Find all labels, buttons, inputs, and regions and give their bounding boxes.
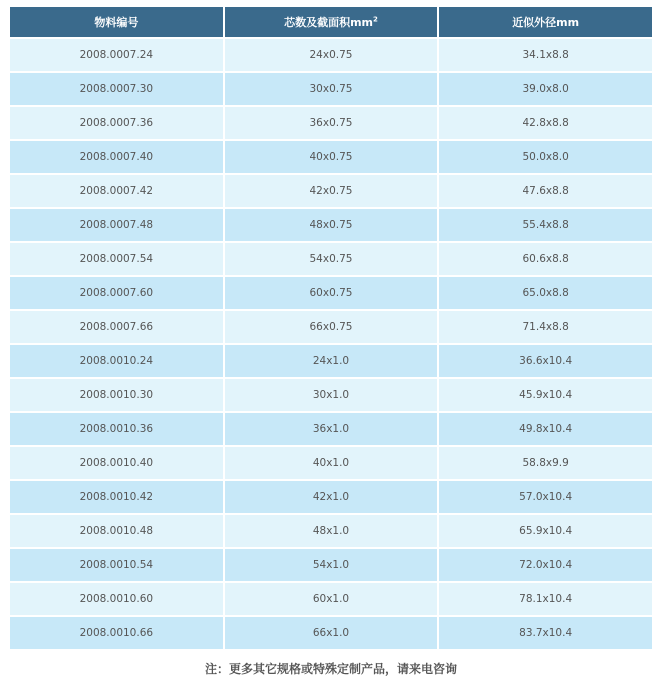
cell-outer-diameter: 60.6x8.8 xyxy=(439,243,652,275)
cell-cores-cross-section: 42x1.0 xyxy=(225,481,438,513)
cell-cores-cross-section: 60x1.0 xyxy=(225,583,438,615)
cell-material-code: 2008.0010.48 xyxy=(10,515,223,547)
cell-outer-diameter: 78.1x10.4 xyxy=(439,583,652,615)
cell-outer-diameter: 45.9x10.4 xyxy=(439,379,652,411)
cell-outer-diameter: 55.4x8.8 xyxy=(439,209,652,241)
cell-material-code: 2008.0007.54 xyxy=(10,243,223,275)
cell-material-code: 2008.0007.40 xyxy=(10,141,223,173)
cell-outer-diameter: 71.4x8.8 xyxy=(439,311,652,343)
cell-material-code: 2008.0010.30 xyxy=(10,379,223,411)
cell-material-code: 2008.0007.60 xyxy=(10,277,223,309)
table-row xyxy=(10,73,652,105)
cell-material-code: 2008.0007.42 xyxy=(10,175,223,207)
table-row xyxy=(10,107,652,139)
cell-material-code: 2008.0010.42 xyxy=(10,481,223,513)
cell-cores-cross-section: 48x0.75 xyxy=(225,209,438,241)
cell-outer-diameter: 42.8x8.8 xyxy=(439,107,652,139)
table-header-row xyxy=(10,7,652,37)
cell-material-code: 2008.0007.48 xyxy=(10,209,223,241)
cell-cores-cross-section: 42x0.75 xyxy=(225,175,438,207)
cell-cores-cross-section: 24x0.75 xyxy=(225,39,438,71)
cell-cores-cross-section: 40x0.75 xyxy=(225,141,438,173)
cell-outer-diameter: 34.1x8.8 xyxy=(439,39,652,71)
superscript-2: 2 xyxy=(373,15,378,24)
header-cores-cross-section: 芯数及截面积$mm^2$ xyxy=(225,7,438,37)
table-row xyxy=(10,549,652,581)
cell-cores-cross-section: 24x1.0 xyxy=(225,345,438,377)
cell-material-code: 2008.0007.36 xyxy=(10,107,223,139)
cell-material-code: 2008.0007.30 xyxy=(10,73,223,105)
cell-material-code: 2008.0010.54 xyxy=(10,549,223,581)
cell-material-code: 2008.0010.36 xyxy=(10,413,223,445)
table-body xyxy=(10,39,652,649)
table-row xyxy=(10,243,652,275)
cell-outer-diameter: 72.0x10.4 xyxy=(439,549,652,581)
spec-table xyxy=(8,5,654,651)
cell-cores-cross-section: 66x1.0 xyxy=(225,617,438,649)
cell-cores-cross-section: 36x0.75 xyxy=(225,107,438,139)
table-row xyxy=(10,617,652,649)
cell-material-code: 2008.0010.40 xyxy=(10,447,223,479)
cell-outer-diameter: 49.8x10.4 xyxy=(439,413,652,445)
table-row xyxy=(10,583,652,615)
header-approx-outer-diameter: 近似外径mm xyxy=(439,7,652,37)
cell-cores-cross-section: 54x1.0 xyxy=(225,549,438,581)
cell-material-code: 2008.0010.24 xyxy=(10,345,223,377)
cell-outer-diameter: 57.0x10.4 xyxy=(439,481,652,513)
cell-outer-diameter: 65.0x8.8 xyxy=(439,277,652,309)
cell-cores-cross-section: 60x0.75 xyxy=(225,277,438,309)
table-row xyxy=(10,175,652,207)
cell-outer-diameter: 39.0x8.0 xyxy=(439,73,652,105)
cell-cores-cross-section: 54x0.75 xyxy=(225,243,438,275)
cell-material-code: 2008.0007.66 xyxy=(10,311,223,343)
header-material-code: 物料编号 xyxy=(10,7,223,37)
cell-outer-diameter: 83.7x10.4 xyxy=(439,617,652,649)
table-row xyxy=(10,515,652,547)
cell-outer-diameter: 50.0x8.0 xyxy=(439,141,652,173)
cell-outer-diameter: 36.6x10.4 xyxy=(439,345,652,377)
cell-cores-cross-section: 36x1.0 xyxy=(225,413,438,445)
cell-cores-cross-section: 48x1.0 xyxy=(225,515,438,547)
cell-cores-cross-section: 40x1.0 xyxy=(225,447,438,479)
table-row xyxy=(10,345,652,377)
table-row xyxy=(10,141,652,173)
table-row xyxy=(10,277,652,309)
table-row xyxy=(10,379,652,411)
cell-cores-cross-section: 66x0.75 xyxy=(225,311,438,343)
table-row xyxy=(10,209,652,241)
cell-material-code: 2008.0007.24 xyxy=(10,39,223,71)
table-row xyxy=(10,481,652,513)
cell-material-code: 2008.0010.60 xyxy=(10,583,223,615)
cell-outer-diameter: 58.8x9.9 xyxy=(439,447,652,479)
cell-cores-cross-section: 30x0.75 xyxy=(225,73,438,105)
table-row xyxy=(10,447,652,479)
cell-material-code: 2008.0010.66 xyxy=(10,617,223,649)
table-row xyxy=(10,413,652,445)
table-row xyxy=(10,39,652,71)
cell-outer-diameter: 65.9x10.4 xyxy=(439,515,652,547)
cell-cores-cross-section: 30x1.0 xyxy=(225,379,438,411)
cell-outer-diameter: 47.6x8.8 xyxy=(439,175,652,207)
footnote: 注：更多其它规格或特殊定制产品，请来电咨询 xyxy=(204,662,457,676)
table-row xyxy=(10,311,652,343)
